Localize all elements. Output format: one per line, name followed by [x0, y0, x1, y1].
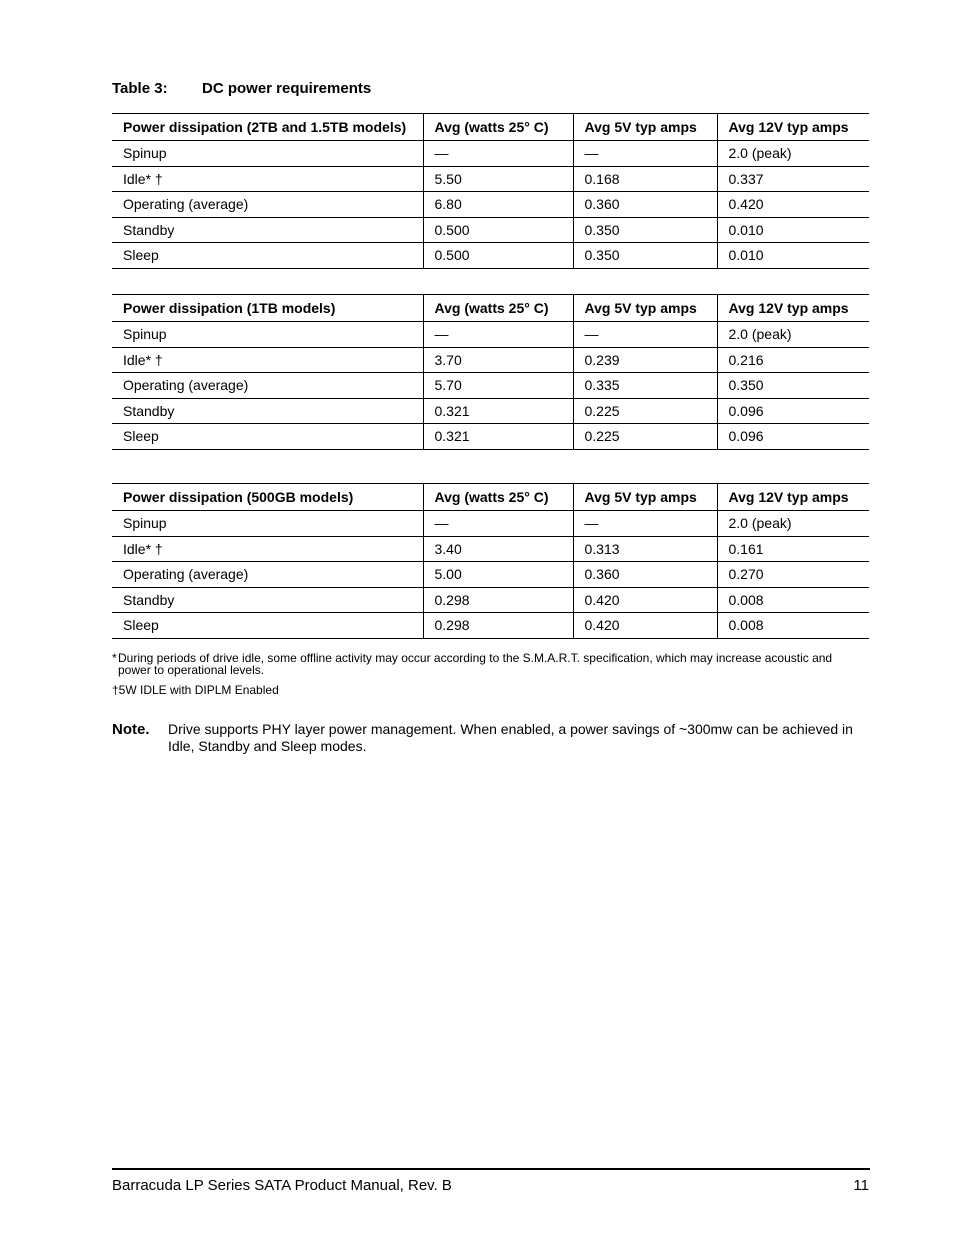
table-cell: Operating (average)	[112, 373, 423, 399]
table-cell: —	[423, 511, 573, 537]
column-header: Avg 5V typ amps	[573, 295, 717, 322]
table-cell: 0.161	[717, 536, 869, 562]
table-cell: 2.0 (peak)	[717, 141, 869, 167]
table-row	[112, 613, 869, 639]
table-row	[112, 424, 869, 450]
footer-divider	[112, 1168, 870, 1170]
table-cell: Sleep	[112, 243, 423, 269]
table-cell: Idle* †	[112, 347, 423, 373]
table-cell: 0.010	[717, 217, 869, 243]
table-cell: 0.321	[423, 424, 573, 450]
table-cell: Idle* †	[112, 166, 423, 192]
power-table-2tb	[112, 113, 869, 269]
table-cell: 0.420	[717, 192, 869, 218]
table-cell: Standby	[112, 398, 423, 424]
table-row	[112, 141, 869, 167]
table-cell: 0.360	[573, 192, 717, 218]
table-cell: 0.298	[423, 587, 573, 613]
column-header: Power dissipation (500GB models)	[112, 484, 423, 511]
column-header: Avg 12V typ amps	[717, 484, 869, 511]
table-cell: Operating (average)	[112, 562, 423, 588]
table-cell: 0.216	[717, 347, 869, 373]
column-header: Avg 5V typ amps	[573, 484, 717, 511]
table-row	[112, 217, 869, 243]
table-row	[112, 243, 869, 269]
column-header: Avg 12V typ amps	[717, 114, 869, 141]
table-row	[112, 166, 869, 192]
table-cell: 0.008	[717, 587, 869, 613]
footnote-idle	[112, 652, 872, 676]
table-cell: Standby	[112, 217, 423, 243]
table-cell: 0.096	[717, 424, 869, 450]
table-cell: 0.337	[717, 166, 869, 192]
table-cell: Sleep	[112, 613, 423, 639]
column-header: Power dissipation (1TB models)	[112, 295, 423, 322]
table-caption	[112, 80, 371, 97]
table-cell: 0.350	[573, 217, 717, 243]
table-cell: 0.313	[573, 536, 717, 562]
footnote-dagger: †5W IDLE with DIPLM Enabled	[112, 683, 279, 697]
table-cell: 5.00	[423, 562, 573, 588]
table-cell: 0.420	[573, 587, 717, 613]
column-header: Power dissipation (2TB and 1.5TB models)	[112, 114, 423, 141]
table-cell: Spinup	[112, 141, 423, 167]
table-header-row	[112, 295, 869, 322]
table-row	[112, 373, 869, 399]
table-cell: Standby	[112, 587, 423, 613]
table-header-row	[112, 484, 869, 511]
table-cell: 0.420	[573, 613, 717, 639]
power-table-1tb	[112, 294, 869, 450]
column-header: Avg 5V typ amps	[573, 114, 717, 141]
table-cell: 0.500	[423, 243, 573, 269]
table-row	[112, 536, 869, 562]
table-cell: Operating (average)	[112, 192, 423, 218]
table-cell: 0.239	[573, 347, 717, 373]
table-cell: Sleep	[112, 424, 423, 450]
caption-number: Table 3:	[112, 80, 168, 97]
note-text: Drive supports PHY layer power management. When enabled, a power savings of ~300mw can be achieved in Idle, Standby and Sleep modes.	[168, 721, 853, 754]
table-cell: —	[573, 511, 717, 537]
footnote-star-line2: power to operational levels.	[118, 663, 265, 677]
table-cell: 0.298	[423, 613, 573, 639]
table-row	[112, 562, 869, 588]
table-cell: 0.270	[717, 562, 869, 588]
table-cell: 0.168	[573, 166, 717, 192]
table-cell: —	[423, 141, 573, 167]
table-cell: 0.360	[573, 562, 717, 588]
table-row	[112, 322, 869, 348]
footnote-star-mark: *	[112, 651, 117, 665]
table-cell: 5.70	[423, 373, 573, 399]
note-block	[112, 721, 862, 755]
column-header: Avg (watts 25° C)	[423, 484, 573, 511]
table-cell: 5.50	[423, 166, 573, 192]
table-row	[112, 587, 869, 613]
column-header: Avg (watts 25° C)	[423, 295, 573, 322]
table-cell: 6.80	[423, 192, 573, 218]
table-cell: 0.350	[573, 243, 717, 269]
footer-title: Barracuda LP Series SATA Product Manual, Rev. B	[112, 1177, 452, 1194]
column-header: Avg (watts 25° C)	[423, 114, 573, 141]
table-cell: —	[573, 322, 717, 348]
table-cell: 0.500	[423, 217, 573, 243]
table-row	[112, 347, 869, 373]
table-cell: Spinup	[112, 511, 423, 537]
table-cell: 0.350	[717, 373, 869, 399]
table-cell: Idle* †	[112, 536, 423, 562]
table-header-row	[112, 114, 869, 141]
power-table-500gb	[112, 483, 869, 639]
table-cell: 0.008	[717, 613, 869, 639]
table-cell: 0.225	[573, 398, 717, 424]
table-cell: 3.40	[423, 536, 573, 562]
table-cell: 0.225	[573, 424, 717, 450]
table-row	[112, 398, 869, 424]
table-cell: 3.70	[423, 347, 573, 373]
note-label: Note.	[112, 721, 150, 738]
caption-title: DC power requirements	[202, 80, 372, 97]
table-row	[112, 511, 869, 537]
table-cell: 0.096	[717, 398, 869, 424]
table-cell: 2.0 (peak)	[717, 322, 869, 348]
page-number: 11	[853, 1177, 869, 1194]
table-cell: 0.010	[717, 243, 869, 269]
table-cell: 2.0 (peak)	[717, 511, 869, 537]
column-header: Avg 12V typ amps	[717, 295, 869, 322]
table-cell: 0.335	[573, 373, 717, 399]
table-cell: —	[423, 322, 573, 348]
table-row	[112, 192, 869, 218]
table-cell: 0.321	[423, 398, 573, 424]
footnote-star-line1: During periods of drive idle, some offline activity may occur according to the S.M.A.R.T. specification, which may increase acoustic and	[118, 651, 833, 665]
table-cell: Spinup	[112, 322, 423, 348]
table-cell: —	[573, 141, 717, 167]
